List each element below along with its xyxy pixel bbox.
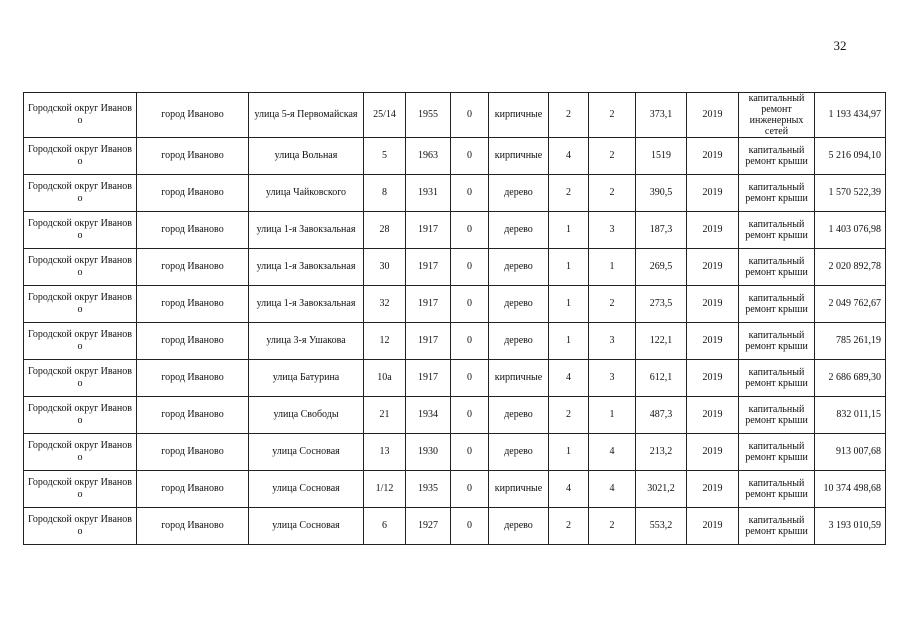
area-cell: 553,2 bbox=[636, 508, 687, 545]
wall-material-cell: дерево bbox=[489, 508, 549, 545]
cost-cell: 832 011,15 bbox=[815, 397, 886, 434]
table-row bbox=[24, 323, 886, 360]
wall-material-cell: дерево bbox=[489, 323, 549, 360]
year-built-cell: 1955 bbox=[406, 93, 451, 138]
street-cell: улица Чайковского bbox=[249, 175, 364, 212]
work-type-cell: капитальный ремонт крыши bbox=[739, 138, 815, 175]
entrances-cell: 2 bbox=[589, 138, 636, 175]
year-built-cell: 1963 bbox=[406, 138, 451, 175]
floors-cell: 2 bbox=[549, 175, 589, 212]
year-built-cell: 1931 bbox=[406, 175, 451, 212]
reconstruction-year-cell: 0 bbox=[451, 360, 489, 397]
entrances-cell: 3 bbox=[589, 212, 636, 249]
house-number-cell: 13 bbox=[364, 434, 406, 471]
repair-program-table bbox=[23, 92, 886, 545]
work-type-cell: капитальный ремонт крыши bbox=[739, 286, 815, 323]
plan-year-cell: 2019 bbox=[687, 286, 739, 323]
table-row bbox=[24, 93, 886, 138]
cost-cell: 3 193 010,59 bbox=[815, 508, 886, 545]
entrances-cell: 2 bbox=[589, 508, 636, 545]
table-row bbox=[24, 175, 886, 212]
entrances-cell: 3 bbox=[589, 360, 636, 397]
city-cell: город Иваново bbox=[137, 434, 249, 471]
house-number-cell: 6 bbox=[364, 508, 406, 545]
wall-material-cell: кирпичные bbox=[489, 471, 549, 508]
house-number-cell: 21 bbox=[364, 397, 406, 434]
work-type-cell: капитальный ремонт крыши bbox=[739, 360, 815, 397]
street-cell: улица Вольная bbox=[249, 138, 364, 175]
floors-cell: 2 bbox=[549, 508, 589, 545]
reconstruction-year-cell: 0 bbox=[451, 397, 489, 434]
reconstruction-year-cell: 0 bbox=[451, 212, 489, 249]
area-cell: 3021,2 bbox=[636, 471, 687, 508]
house-number-cell: 12 bbox=[364, 323, 406, 360]
year-built-cell: 1917 bbox=[406, 249, 451, 286]
district-cell: Городской округ Иваново bbox=[24, 93, 137, 138]
district-cell: Городской округ Иваново bbox=[24, 434, 137, 471]
cost-cell: 2 686 689,30 bbox=[815, 360, 886, 397]
area-cell: 487,3 bbox=[636, 397, 687, 434]
year-built-cell: 1917 bbox=[406, 360, 451, 397]
plan-year-cell: 2019 bbox=[687, 93, 739, 138]
cost-cell: 785 261,19 bbox=[815, 323, 886, 360]
floors-cell: 4 bbox=[549, 471, 589, 508]
floors-cell: 1 bbox=[549, 212, 589, 249]
work-type-cell: капитальный ремонт крыши bbox=[739, 434, 815, 471]
floors-cell: 1 bbox=[549, 249, 589, 286]
entrances-cell: 3 bbox=[589, 323, 636, 360]
table-row bbox=[24, 360, 886, 397]
plan-year-cell: 2019 bbox=[687, 212, 739, 249]
year-built-cell: 1930 bbox=[406, 434, 451, 471]
plan-year-cell: 2019 bbox=[687, 138, 739, 175]
floors-cell: 1 bbox=[549, 323, 589, 360]
district-cell: Городской округ Иваново bbox=[24, 323, 137, 360]
floors-cell: 2 bbox=[549, 397, 589, 434]
area-cell: 612,1 bbox=[636, 360, 687, 397]
table-body bbox=[24, 93, 886, 545]
work-type-cell: капитальный ремонт крыши bbox=[739, 212, 815, 249]
work-type-cell: капитальный ремонт крыши bbox=[739, 249, 815, 286]
work-type-cell: капитальный ремонт крыши bbox=[739, 323, 815, 360]
wall-material-cell: дерево bbox=[489, 286, 549, 323]
area-cell: 1519 bbox=[636, 138, 687, 175]
district-cell: Городской округ Иваново bbox=[24, 138, 137, 175]
wall-material-cell: дерево bbox=[489, 249, 549, 286]
reconstruction-year-cell: 0 bbox=[451, 286, 489, 323]
entrances-cell: 1 bbox=[589, 397, 636, 434]
city-cell: город Иваново bbox=[137, 397, 249, 434]
floors-cell: 1 bbox=[549, 434, 589, 471]
work-type-cell: капитальный ремонт инженерных сетей bbox=[739, 93, 815, 138]
street-cell: улица 1-я Завокзальная bbox=[249, 249, 364, 286]
city-cell: город Иваново bbox=[137, 286, 249, 323]
plan-year-cell: 2019 bbox=[687, 175, 739, 212]
area-cell: 122,1 bbox=[636, 323, 687, 360]
city-cell: город Иваново bbox=[137, 471, 249, 508]
street-cell: улица Батурина bbox=[249, 360, 364, 397]
plan-year-cell: 2019 bbox=[687, 249, 739, 286]
reconstruction-year-cell: 0 bbox=[451, 323, 489, 360]
area-cell: 213,2 bbox=[636, 434, 687, 471]
year-built-cell: 1917 bbox=[406, 286, 451, 323]
street-cell: улица 5-я Первомайская bbox=[249, 93, 364, 138]
district-cell: Городской округ Иваново bbox=[24, 249, 137, 286]
cost-cell: 913 007,68 bbox=[815, 434, 886, 471]
area-cell: 273,5 bbox=[636, 286, 687, 323]
year-built-cell: 1917 bbox=[406, 212, 451, 249]
cost-cell: 2 020 892,78 bbox=[815, 249, 886, 286]
area-cell: 269,5 bbox=[636, 249, 687, 286]
house-number-cell: 8 bbox=[364, 175, 406, 212]
plan-year-cell: 2019 bbox=[687, 434, 739, 471]
house-number-cell: 32 bbox=[364, 286, 406, 323]
wall-material-cell: кирпичные bbox=[489, 93, 549, 138]
entrances-cell: 2 bbox=[589, 93, 636, 138]
city-cell: город Иваново bbox=[137, 212, 249, 249]
plan-year-cell: 2019 bbox=[687, 323, 739, 360]
table-row bbox=[24, 397, 886, 434]
table-row bbox=[24, 249, 886, 286]
wall-material-cell: дерево bbox=[489, 175, 549, 212]
cost-cell: 10 374 498,68 bbox=[815, 471, 886, 508]
cost-cell: 1 193 434,97 bbox=[815, 93, 886, 138]
table-row bbox=[24, 138, 886, 175]
year-built-cell: 1917 bbox=[406, 323, 451, 360]
plan-year-cell: 2019 bbox=[687, 471, 739, 508]
cost-cell: 5 216 094,10 bbox=[815, 138, 886, 175]
year-built-cell: 1927 bbox=[406, 508, 451, 545]
reconstruction-year-cell: 0 bbox=[451, 471, 489, 508]
wall-material-cell: кирпичные bbox=[489, 360, 549, 397]
entrances-cell: 1 bbox=[589, 249, 636, 286]
city-cell: город Иваново bbox=[137, 249, 249, 286]
district-cell: Городской округ Иваново bbox=[24, 397, 137, 434]
cost-cell: 2 049 762,67 bbox=[815, 286, 886, 323]
area-cell: 373,1 bbox=[636, 93, 687, 138]
reconstruction-year-cell: 0 bbox=[451, 508, 489, 545]
entrances-cell: 2 bbox=[589, 286, 636, 323]
city-cell: город Иваново bbox=[137, 138, 249, 175]
floors-cell: 1 bbox=[549, 286, 589, 323]
work-type-cell: капитальный ремонт крыши bbox=[739, 175, 815, 212]
plan-year-cell: 2019 bbox=[687, 508, 739, 545]
work-type-cell: капитальный ремонт крыши bbox=[739, 397, 815, 434]
work-type-cell: капитальный ремонт крыши bbox=[739, 508, 815, 545]
entrances-cell: 4 bbox=[589, 434, 636, 471]
cost-cell: 1 570 522,39 bbox=[815, 175, 886, 212]
house-number-cell: 10а bbox=[364, 360, 406, 397]
house-number-cell: 30 bbox=[364, 249, 406, 286]
reconstruction-year-cell: 0 bbox=[451, 434, 489, 471]
city-cell: город Иваново bbox=[137, 323, 249, 360]
wall-material-cell: дерево bbox=[489, 397, 549, 434]
table-row bbox=[24, 471, 886, 508]
floors-cell: 4 bbox=[549, 138, 589, 175]
entrances-cell: 4 bbox=[589, 471, 636, 508]
reconstruction-year-cell: 0 bbox=[451, 93, 489, 138]
floors-cell: 2 bbox=[549, 93, 589, 138]
city-cell: город Иваново bbox=[137, 93, 249, 138]
street-cell: улица Сосновая bbox=[249, 471, 364, 508]
plan-year-cell: 2019 bbox=[687, 397, 739, 434]
page-number: 32 bbox=[833, 38, 847, 53]
table-row bbox=[24, 286, 886, 323]
wall-material-cell: дерево bbox=[489, 434, 549, 471]
street-cell: улица 1-я Завокзальная bbox=[249, 286, 364, 323]
entrances-cell: 2 bbox=[589, 175, 636, 212]
work-type-cell: капитальный ремонт крыши bbox=[739, 471, 815, 508]
wall-material-cell: кирпичные bbox=[489, 138, 549, 175]
table-row bbox=[24, 434, 886, 471]
city-cell: город Иваново bbox=[137, 175, 249, 212]
area-cell: 187,3 bbox=[636, 212, 687, 249]
reconstruction-year-cell: 0 bbox=[451, 175, 489, 212]
street-cell: улица Сосновая bbox=[249, 434, 364, 471]
district-cell: Городской округ Иваново bbox=[24, 508, 137, 545]
cost-cell: 1 403 076,98 bbox=[815, 212, 886, 249]
house-number-cell: 5 bbox=[364, 138, 406, 175]
year-built-cell: 1935 bbox=[406, 471, 451, 508]
street-cell: улица 3-я Ушакова bbox=[249, 323, 364, 360]
reconstruction-year-cell: 0 bbox=[451, 138, 489, 175]
district-cell: Городской округ Иваново bbox=[24, 286, 137, 323]
district-cell: Городской округ Иваново bbox=[24, 360, 137, 397]
district-cell: Городской округ Иваново bbox=[24, 175, 137, 212]
area-cell: 390,5 bbox=[636, 175, 687, 212]
street-cell: улица Сосновая bbox=[249, 508, 364, 545]
district-cell: Городской округ Иваново bbox=[24, 471, 137, 508]
wall-material-cell: дерево bbox=[489, 212, 549, 249]
year-built-cell: 1934 bbox=[406, 397, 451, 434]
street-cell: улица 1-я Завокзальная bbox=[249, 212, 364, 249]
reconstruction-year-cell: 0 bbox=[451, 249, 489, 286]
street-cell: улица Свободы bbox=[249, 397, 364, 434]
plan-year-cell: 2019 bbox=[687, 360, 739, 397]
table-row bbox=[24, 212, 886, 249]
district-cell: Городской округ Иваново bbox=[24, 212, 137, 249]
table-row bbox=[24, 508, 886, 545]
house-number-cell: 1/12 bbox=[364, 471, 406, 508]
house-number-cell: 28 bbox=[364, 212, 406, 249]
house-number-cell: 25/14 bbox=[364, 93, 406, 138]
floors-cell: 4 bbox=[549, 360, 589, 397]
city-cell: город Иваново bbox=[137, 508, 249, 545]
city-cell: город Иваново bbox=[137, 360, 249, 397]
